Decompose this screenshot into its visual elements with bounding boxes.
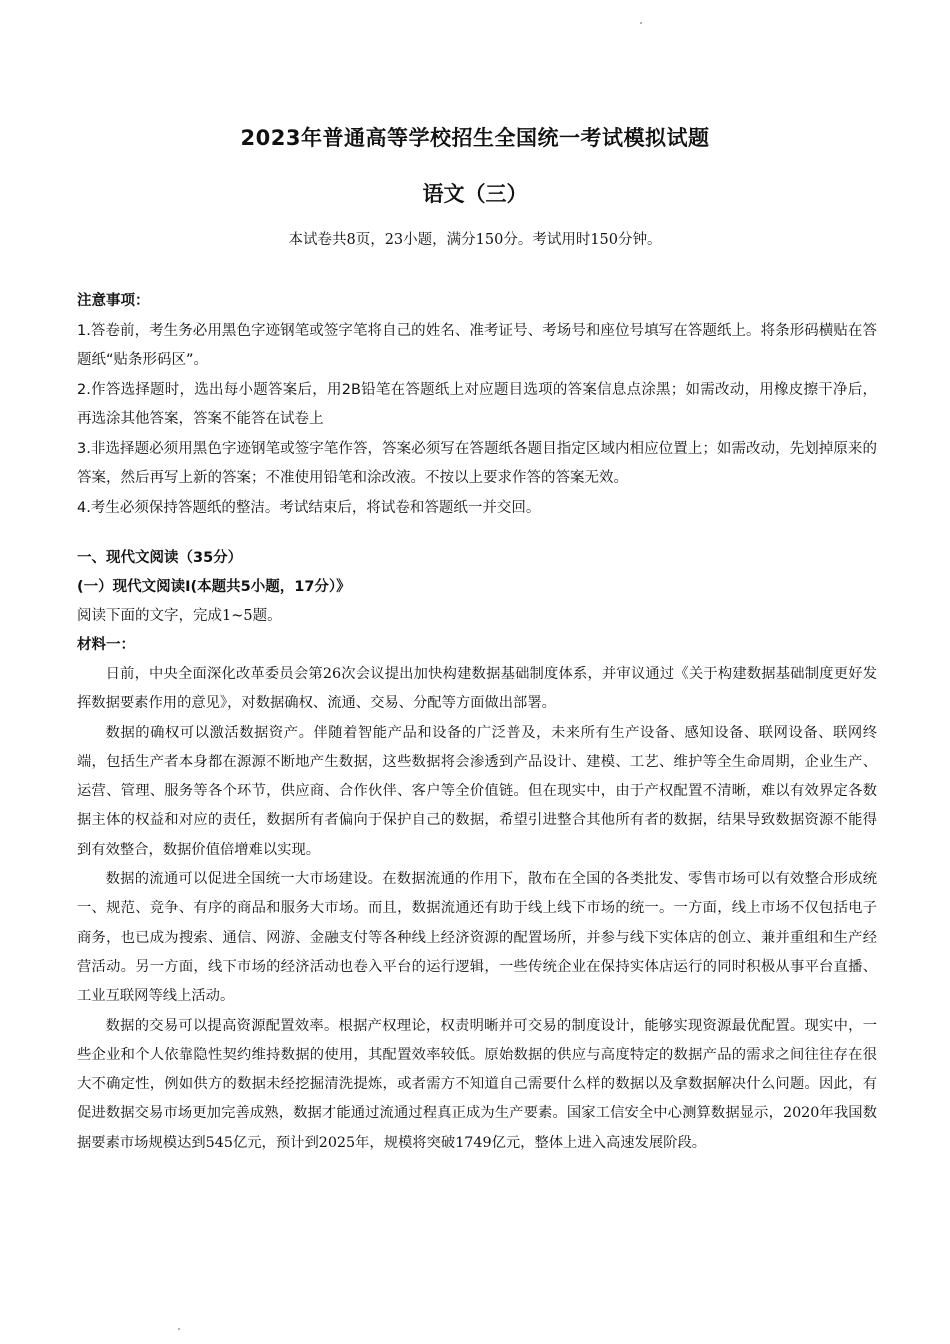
- scan-dot: [640, 22, 642, 24]
- exam-info: 本试卷共8页，23小题，满分150分。考试用时150分钟。: [288, 232, 662, 248]
- passage-paragraph: 数据的交易可以提高资源配置效率。根据产权理论，权责明晰并可交易的制度设计，能够实现资源最优配置。现实中，一些企业和个人依靠隐性契约维持数据的使用，其配置效率较低。原始数据的供应与高度特定的数据产品的需求之间往往存在很大不确定性，例如供方的数据未经挖掘清洗提炼，或者需方不知道自己需要什么样的数据以及拿数据解决什么问题。因此，有促进数据交易市场更加完善成熟，数据才能通过流通过程真正成为生产要素。国家工信安全中心测算数据显示，2020年我国数据要素市场规模达到545亿元，预计到2025年，规模将突破1749亿元，整体上进入高速发展阶段。: [77, 1017, 877, 1151]
- passage: [77, 660, 877, 1158]
- section-header: [77, 544, 877, 660]
- section-heading: 一、现代文阅读（35分）: [77, 550, 243, 566]
- exam-subtitle: 语文（三）: [422, 182, 528, 206]
- notice-item: 3.非选择题必须用黑色字迹钢笔或签字笔作答，答案必须写在答题纸各题目指定区域内相应位置上；如需改动，先划掉原来的答案，然后再写上新的答案；不准使用铅笔和涂改液。不按以上要求作答的答案无效。: [77, 440, 877, 486]
- passage-paragraph: 数据的流通可以促进全国统一大市场建设。在数据流通的作用下，散布在全国的各类批发、零售市场可以有效整合形成统一、规范、竞争、有序的商品和服务大市场。而且，数据流通还有助于线上线下市场的统一。一方面，线上市场不仅包括电子商务，也已成为搜索、通信、网游、金融支付等各种线上经济资源的配置场所，并参与线下实体店的创立、兼并重组和生产经营活动。另一方面，线下市场的经济活动也卷入平台的运行逻辑，一些传统企业在保持实体店运行的同时积极从事平台直播、工业互联网等线上活动。: [77, 871, 877, 1005]
- notice-block: [77, 287, 877, 523]
- scan-dot: [178, 1328, 180, 1330]
- material-label: 材料一：: [77, 637, 135, 653]
- section-subheading: (一）现代文阅读Ⅰ(本题共5小题，17分）》: [77, 579, 351, 595]
- exam-title: 2023年普通高等学校招生全国统一考试模拟试题: [240, 126, 710, 150]
- notice-item: 1.答卷前，考生务必用黑色字迹钢笔或签字笔将自己的姓名、准考证号、考场号和座位号填写在答题纸上。将条形码横贴在答题纸“贴条形码区”。: [77, 322, 877, 368]
- notice-item: 4.考生必须保持答题纸的整洁。考试结束后，将试卷和答题纸一并交回。: [77, 499, 541, 516]
- passage-paragraph: 日前，中央全面深化改革委员会第26次会议提出加快构建数据基础制度体系，并审议通过《关于构建数据基础制度更好发挥数据要素作用的意见》，对数据确权、流通、交易、分配等方面做出部署。: [77, 666, 877, 712]
- notice-item: 2.作答选择题时，选出每小题答案后，用2B铅笔在答题纸上对应题目选项的答案信息点涂黑；如需改动，用橡皮擦干净后，再选涂其他答案，答案不能答在试卷上: [77, 381, 877, 427]
- notice-heading: 注意事项：: [77, 293, 150, 309]
- section-instruction: 阅读下面的文字，完成1~5题。: [77, 608, 282, 624]
- passage-paragraph: 数据的确权可以激活数据资产。伴随着智能产品和设备的广泛普及，未来所有生产设备、感知设备、联网设备、联网终端，包括生产者本身都在源源不断地产生数据，这些数据将会渗透到产品设计、建模、工艺、维护等全生命周期，企业生产、运营、管理、服务等各个环节，供应商、合作伙伴、客户等全价值链。但在现实中，由于产权配置不清晰，难以有效界定各数据主体的权益和对应的责任，数据所有者偏向于保护自己的数据，希望引进整合其他所有者的数据，结果导致数据资源不能得到有效整合，数据价值倍增难以实现。: [77, 724, 877, 858]
